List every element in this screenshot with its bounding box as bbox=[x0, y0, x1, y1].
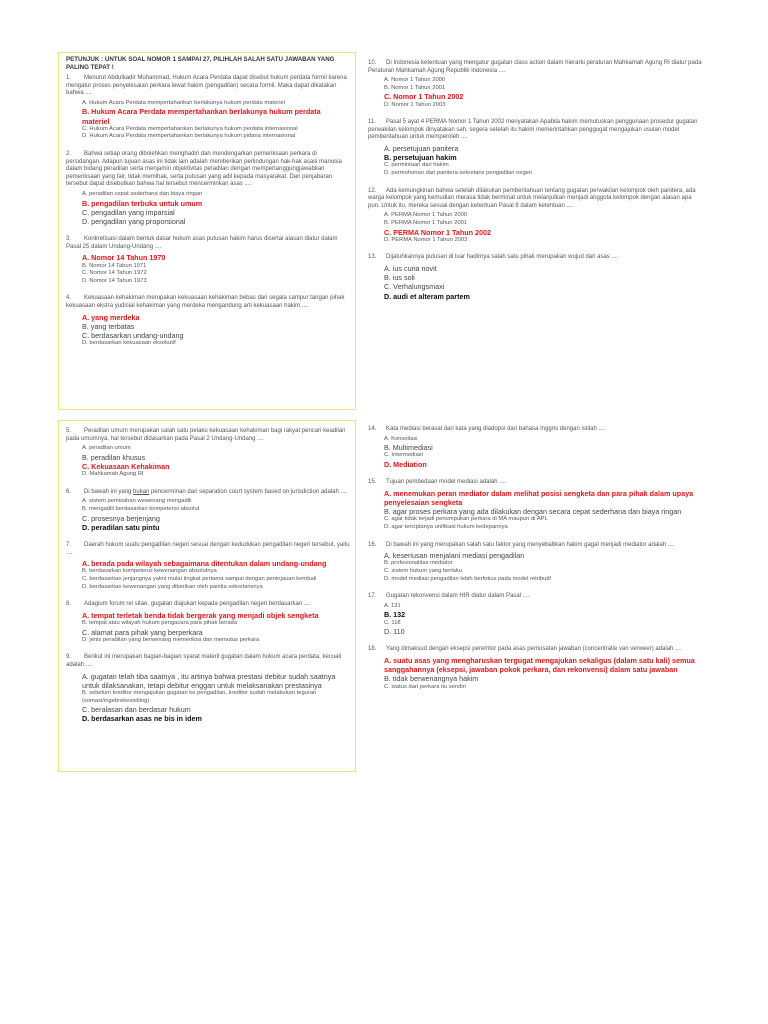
answer-option: B. Nomor 14 Tahun 1971 bbox=[82, 262, 147, 269]
question-item bbox=[66, 151, 350, 226]
question-stem bbox=[368, 60, 704, 75]
question-stem bbox=[66, 428, 350, 443]
answer-options bbox=[368, 656, 704, 691]
question-item bbox=[66, 654, 350, 723]
question-stem bbox=[368, 593, 704, 601]
question-text: Di bawah ini yang merupakan salah satu faktor yang menyebabkan hakim gagal menjadi mediator adalah .... bbox=[386, 541, 675, 548]
answer-options bbox=[368, 489, 704, 532]
answer-option: A. Konsoliasi bbox=[384, 435, 418, 442]
question-item bbox=[368, 593, 704, 636]
answer-option: B. ius soli bbox=[384, 273, 415, 283]
answer-option: B. 132 bbox=[384, 610, 406, 620]
answer-option: B. PERMA Nomor 1 Tahun 2001 bbox=[384, 219, 468, 226]
question-item bbox=[368, 119, 704, 177]
question-number: 16. bbox=[368, 541, 377, 548]
answer-option: B. Nomor 1 Tahun 2001 bbox=[384, 84, 446, 91]
answer-option-correct: B. pengadilan terbuka untuk umum bbox=[82, 198, 203, 208]
answer-option: B. agar proses perkara yang ada dilakukan dengan secara cepat sederhana dan biaya ringan bbox=[384, 507, 682, 517]
question-number: 15. bbox=[368, 479, 377, 486]
question-text: Di bawah ini yang bukan pencerminan dari separation court system based on jurisdiction adalah .... bbox=[84, 488, 348, 495]
answer-option: D. Nomor 1 Tahun 2003 bbox=[384, 101, 446, 108]
question-number: 17. bbox=[368, 593, 377, 600]
question-text: Berikut ini merupakan bagian-bagian syarat materil gugatan dalam hukum acara perdata, kecuali adalah .... bbox=[66, 654, 342, 668]
answer-option: C. 118 bbox=[384, 619, 401, 626]
answer-option: C. Verhalungsmaxi bbox=[384, 282, 445, 292]
question-stem bbox=[368, 119, 704, 142]
answer-option: D. model mediasi pengadilan lebih berfokus pada model retributif bbox=[384, 575, 551, 582]
question-item bbox=[66, 295, 350, 347]
answer-options bbox=[66, 611, 350, 645]
question-stem bbox=[368, 542, 704, 550]
answer-options bbox=[66, 672, 350, 724]
answer-option: D. Hukum Acara Perdata mempertahankan berlakunya hukum pidana internasional bbox=[82, 133, 296, 140]
answer-option: C. prosesnya berjenjang bbox=[82, 513, 160, 523]
answer-option: C. berdasarkan undang-undang bbox=[82, 330, 184, 340]
answer-option: A. persetujuan panitera bbox=[384, 143, 459, 153]
answer-option: D. 110 bbox=[384, 627, 405, 637]
answer-options bbox=[66, 559, 350, 591]
question-item bbox=[368, 254, 704, 300]
question-number: 11. bbox=[368, 119, 376, 126]
question-number: 8. bbox=[66, 601, 72, 608]
question-item bbox=[66, 75, 350, 141]
answer-option: C. sistem hukum yang berlaku bbox=[384, 567, 462, 574]
answer-options bbox=[66, 191, 350, 226]
answer-option: C. status dari perkara itu sendiri bbox=[384, 683, 466, 690]
question-stem bbox=[66, 489, 350, 497]
answer-option: B. yang terbatas bbox=[82, 321, 135, 331]
question-number: 9. bbox=[66, 654, 72, 661]
answer-option-correct: A. Nomor 14 Tahun 1970 bbox=[82, 253, 166, 263]
question-number: 2. bbox=[66, 150, 72, 157]
answer-option: D. jenis peradilan yang berwenang memeriksa dan memutus perkara bbox=[82, 636, 260, 643]
column-bottom-left bbox=[66, 428, 350, 734]
answer-option: D. pengadilan yang proporsional bbox=[82, 216, 186, 226]
answer-option-correct: A. suatu asas yang mengharuskan tergugat mengajukan sekaligus (dalam satu kali) semua sanggahannya (eksepsi, jawaban pokok perkara, dan rekonvensi) dalam satu jawaban bbox=[384, 655, 695, 675]
answer-option: A. keseriusan menjalani mediasi pengadilan bbox=[384, 551, 525, 561]
answer-option-correct: C. Nomor 1 Tahun 2002 bbox=[384, 92, 464, 102]
answer-option-correct: A. menemukan peran mediator dalam melihat posisi sengketa dan para pihak dalam upaya penyelesaian sengketa bbox=[384, 488, 694, 507]
answer-option: D. PERMA Nomor 1 Tahun 2003 bbox=[384, 236, 468, 243]
answer-option-correct: B. Hukum Acara Perdata mempertahankan berlakunya hukum perdata materiel bbox=[82, 107, 321, 126]
answer-option: B. tidak berwenangnya hakim bbox=[384, 674, 479, 684]
question-text: Adagium forum rei sitae, gugatan diajukan kepada pengadilan negeri berdasarkan .... bbox=[84, 601, 311, 608]
answer-option: B. mengadili berdasarkan kompetensi absolut bbox=[82, 505, 200, 512]
answer-option: C. Nomor 14 Tahun 1972 bbox=[82, 270, 147, 277]
answer-option: A. ius curia novit bbox=[384, 263, 437, 273]
answer-options bbox=[66, 445, 350, 479]
answer-option: C. berdasarkan jenjangnya yakni mulai tingkat pertama sampai dengan peninjauan kembali bbox=[82, 575, 317, 582]
answer-options bbox=[368, 436, 704, 470]
answer-option: B. sebelum kreditor mengajukan gugatan ke pengadilan, kreditor sudah melakukan teguran (somasi/ingebrekestelling) bbox=[82, 689, 317, 704]
answer-option: D. peradilan satu pintu bbox=[82, 522, 160, 532]
answer-option: C. pengadilan yang imparsial bbox=[82, 207, 175, 217]
answer-option-correct: A. berada pada wilayah sebagaimana ditentukan dalam undang-undang bbox=[82, 559, 327, 569]
question-text: Ada kemungkinan bahwa setelah dilakukan pemberitahuan tentang gugatan perwakilan kelompok oleh panitera, ada warga kelompok yang kemudian merasa tidak berminat untuk melanjutkan menjadi anggota kelompok dengan alasan apa pun. Untuk itu, mereka sesuai dengan ketentuan Pasal 8 dalam ketentuan .... bbox=[368, 187, 696, 209]
question-text: Pasal 5 ayat 4 PERMA Nomor 1 Tahun 2002 menyatakan Apabila hakim memutuskan penggunaan prosedur gugatan perwakilan kelompok dinyatakan sah, segera setelah itu hakim memerintahkan penggugat mengajukan usulan model pemberitahuan untuk memperoleh .... bbox=[368, 119, 698, 141]
answer-option: C. Hukum Acara Perdata mempertahankan berlakunya hukum perdata internasional bbox=[82, 125, 298, 132]
question-stem bbox=[368, 188, 704, 211]
question-item bbox=[66, 542, 350, 591]
answer-option-correct: A. tempat terletak benda tidak bergerak yang menjadi objek sengketa bbox=[82, 610, 319, 620]
question-stem bbox=[66, 236, 350, 251]
answer-option: B. berdasarkan kompetensi kewenangan absolutnya bbox=[82, 568, 217, 575]
question-item bbox=[66, 236, 350, 285]
question-text: Bahwa setiap orang dibolehkan menghadiri dan mendengarkan pemeriksaan perkara di persidangan. Adapun tujuan asas ini tidak lain adalah memberikan perlindungan hak-hak asasi manusia dalam bidang peradilan serta menjamin objektivitas peradilan dengan mempertanggungjawabkan pemeriksaan yang fair, tidak memihak, serta putusan yang adil kepada masyarakat. Dari penjabaran tersebut dapat disebutkan bahwa hal tersebut mencerminkan asas .... bbox=[66, 150, 342, 188]
question-stem bbox=[66, 654, 350, 669]
answer-option-correct: A. yang merdeka bbox=[82, 312, 140, 322]
answer-options bbox=[368, 144, 704, 178]
question-number: 14. bbox=[368, 426, 377, 432]
answer-option: C. Intermediasi bbox=[384, 452, 423, 459]
question-number: 12. bbox=[368, 187, 377, 194]
answer-option: C. agar tidak terjadi penumpukan perkara di MA maupun di APL bbox=[384, 516, 548, 523]
answer-option: D. audi et alteram partem bbox=[384, 291, 470, 301]
question-item bbox=[368, 60, 704, 109]
answer-option: A. peradilan umum bbox=[82, 445, 131, 452]
column-bottom-right bbox=[368, 426, 704, 701]
question-number: 10. bbox=[368, 60, 377, 66]
answer-option: A. sistem pemisahan wewenang mengadili bbox=[82, 498, 192, 505]
answer-option: D. Mahkamah Agung RI bbox=[82, 471, 144, 478]
instructions-heading: PETUNJUK : UNTUK SOAL NOMOR 1 SAMPAI 27, PILIHLAH SALAH SATU JAWABAN YANG PALING TEPAT ! bbox=[66, 56, 335, 71]
answer-option: D. Nomor 14 Tahun 1973 bbox=[82, 277, 147, 284]
column-top-right bbox=[368, 60, 704, 311]
question-text: Gugatan rekonvensi dalam HIR diatur dalam Pasal .... bbox=[386, 593, 530, 600]
answer-options bbox=[368, 264, 704, 301]
answer-option: D. berdasarkan kewenangan yang diberikan oleh panitia sekretarisnya bbox=[82, 583, 263, 590]
answer-option: D. agar terciptanya unifikasi hukum kedepannya bbox=[384, 523, 508, 530]
question-text: Yang dimaksud dengan eksepsi peremtor pada asas pemusatan jawaban (concentratie van verweer) adalah .... bbox=[386, 646, 682, 653]
question-number: 1. bbox=[66, 75, 72, 81]
answer-options bbox=[66, 313, 350, 348]
question-number: 13. bbox=[368, 254, 377, 261]
question-text: Konkretisasi dalam bentuk dasar hukum asas putusan hakim harus disertai alasan diatur dalam Pasal 25 dalam Undang-Undang .... bbox=[66, 236, 338, 250]
answer-options bbox=[66, 498, 350, 532]
question-item bbox=[66, 601, 350, 644]
answer-options bbox=[368, 212, 704, 244]
answer-option: A. Hukum Acara Perdata mempertahankan berlakunya hukum perdata materiel bbox=[82, 99, 285, 106]
question-stem bbox=[66, 151, 350, 189]
answer-option: C. beralasan dan berdasar hukum bbox=[82, 705, 191, 715]
answer-option: A. Nomor 1 Tahun 2000 bbox=[384, 77, 446, 84]
answer-option: B. tempat atau wilayah hukum pengacara para pihak berada bbox=[82, 619, 238, 626]
question-text: Kata mediasi berasal dari kata yang diadopsi dari bahasa Inggris dengan istilah .... bbox=[386, 426, 606, 432]
question-stem bbox=[368, 254, 704, 262]
question-number: 4. bbox=[66, 295, 72, 302]
answer-option: A. PERMA Nomor 1 Tahun 2000 bbox=[384, 212, 468, 219]
answer-options bbox=[368, 603, 704, 637]
question-text: Peradilan umum merupakan salah satu pelaku kekuasaan kehakiman bagi rakyat pencari keadilan pada umumnya, hal tersebut didasarkan pada Pasal 2 Undang-Undang .... bbox=[66, 428, 346, 442]
answer-option: D. berdasarkan asas ne bis in idem bbox=[82, 714, 202, 724]
question-number: 5. bbox=[66, 428, 72, 434]
question-number: 7. bbox=[66, 541, 72, 548]
answer-options bbox=[368, 77, 704, 109]
question-number: 3. bbox=[66, 236, 72, 243]
answer-option: C. permintaan dari hakim bbox=[384, 162, 449, 169]
answer-option-correct: C. PERMA Nomor 1 Tahun 2002 bbox=[384, 227, 492, 237]
answer-option: C. alamat para pihak yang berperkara bbox=[82, 627, 203, 637]
question-text: Dijatuhkannya putusan di luar hadirnya salah satu pihak merupakan wujud dari asas .... bbox=[386, 254, 619, 261]
answer-option: A. gugatan telah tiba saatnya , itu artinya bahwa prestasi debitur sudah saatnya untuk dilaksanakan, tetapi debitur enggan untuk melaksanakan prestasinya bbox=[82, 671, 336, 690]
question-text: Di Indonesia ketentuan yang mengatur gugatan class action dalam hierarki peraturan Mahkamah Agung RI diatur pada Peraturan Mahkamah Agung Republik Indonesia .... bbox=[368, 60, 702, 74]
question-text: Tujuan pembedaan model mediasi adalah .... bbox=[386, 479, 506, 486]
question-stem bbox=[368, 646, 704, 654]
answer-options bbox=[66, 100, 350, 141]
question-stem bbox=[368, 426, 704, 434]
question-item bbox=[66, 428, 350, 479]
question-text: Daerah hukum suatu pengadilan negeri sesuai dengan kedudukan pengadilan negeri tersebut, yaitu .... bbox=[66, 541, 350, 556]
question-item bbox=[368, 646, 704, 691]
answer-option: D. berdasarkan kekuasaan eksekutif bbox=[82, 340, 176, 347]
question-stem bbox=[66, 75, 350, 98]
column-top-left bbox=[66, 56, 350, 358]
question-number: 6. bbox=[66, 488, 72, 495]
answer-option: B. profesionalitas mediator bbox=[384, 560, 453, 567]
question-item bbox=[368, 188, 704, 245]
answer-option: B. Multimediasi bbox=[384, 443, 433, 453]
answer-options bbox=[368, 551, 704, 583]
question-item bbox=[368, 479, 704, 531]
answer-option: B. persetujuan hakim bbox=[384, 153, 457, 163]
question-item bbox=[66, 489, 350, 532]
question-text: Kekuasaan kehakiman merupakan kekuasaan kehakiman bebas dari segala campur tangan pihak kekuasaan ekstra yudisial kehakiman yang merdeka mengandung arti kekuasaan hakim .... bbox=[66, 295, 345, 309]
answer-option: A. 131 bbox=[384, 602, 401, 609]
answer-option: A. peradilan cepat sederhana dan biaya ringan bbox=[82, 190, 203, 197]
question-stem bbox=[66, 601, 350, 609]
question-number: 18. bbox=[368, 646, 377, 653]
answer-option: B. peradilan khusus bbox=[82, 452, 146, 462]
answer-option-correct: D. Mediation bbox=[384, 459, 427, 469]
question-stem bbox=[368, 479, 704, 487]
answer-options bbox=[66, 253, 350, 285]
question-item bbox=[368, 542, 704, 584]
answer-option: D. permohonan dari panitera sekretaris pengadilan negeri bbox=[384, 169, 533, 176]
question-item bbox=[368, 426, 704, 469]
answer-option-correct: C. Kekuasaan Kehakiman bbox=[82, 461, 170, 471]
question-stem bbox=[66, 295, 350, 310]
question-text: Menurut Abdulkadir Muhammad, Hukum Acara Perdata dapat disebut hukum perdata formil karena mengatur proses penyelesaian perkara lewat hakim (pengadilan) secara formil. Maka dapat dikatakan bahwa .... bbox=[66, 75, 347, 97]
question-stem bbox=[66, 542, 350, 557]
